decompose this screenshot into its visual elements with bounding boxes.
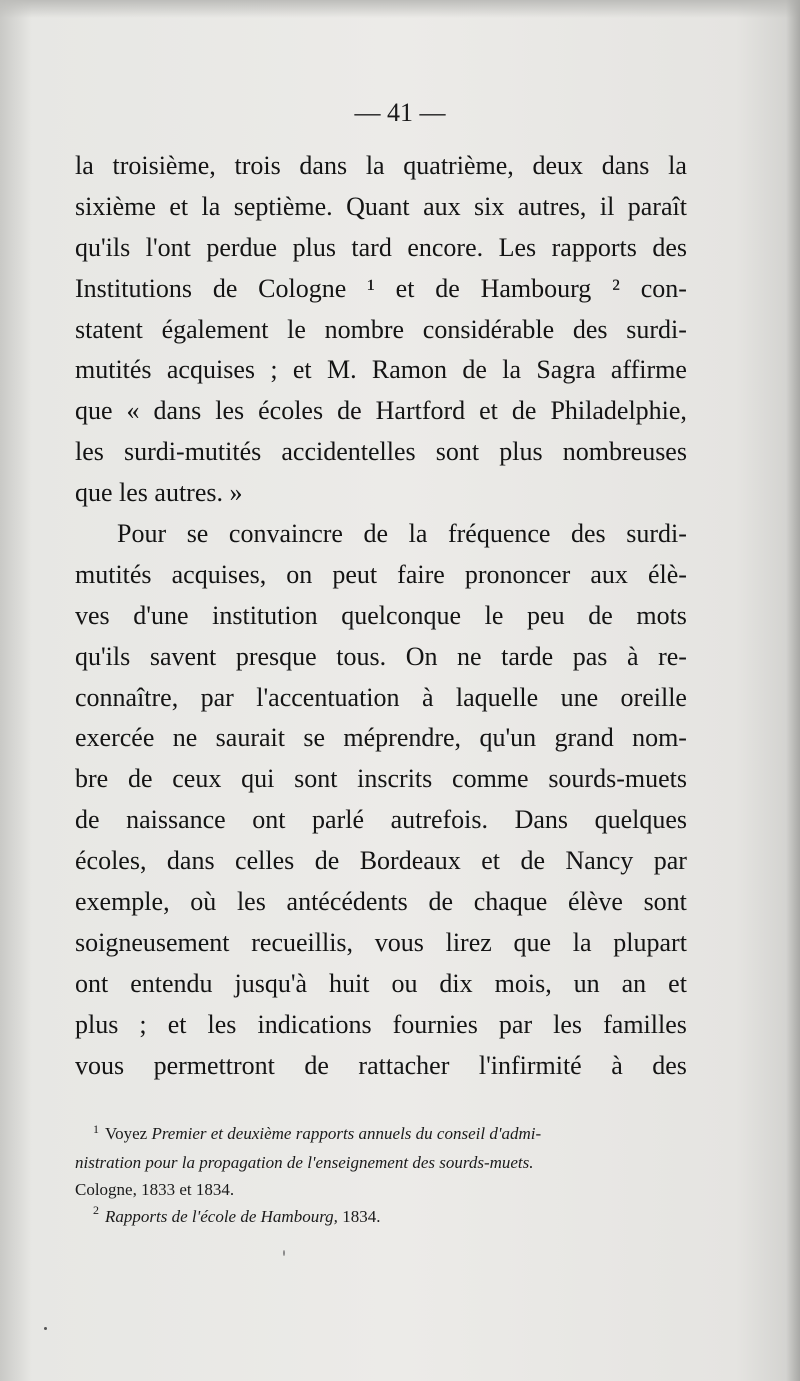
- footnotes: [75, 1120, 693, 1230]
- body-line: exemple, où les antécédents de chaque élève sont: [75, 887, 687, 917]
- body-line: exercée ne saurait se méprendre, qu'un grand nom-: [75, 723, 687, 753]
- body-line: mutités acquises, on peut faire prononcer aux élè-: [75, 559, 687, 589]
- body-line: mutités acquises ; et M. Ramon de la Sagra affirme: [75, 355, 687, 385]
- body-line: qu'ils l'ont perdue plus tard encore. Les rapports des: [75, 232, 687, 262]
- body-line: ves d'une institution quelconque le peu de mots: [75, 600, 687, 630]
- footnote-1-line-1: [75, 1120, 693, 1149]
- footnote-1-place: Cologne, 1833 et 1834.: [75, 1180, 235, 1199]
- body-line: de naissance ont parlé autrefois. Dans quelques: [75, 805, 687, 835]
- footnote-2-marker: 2: [93, 1203, 99, 1217]
- paper-speck: [44, 1327, 47, 1330]
- body-text: [75, 146, 687, 1086]
- body-line: la troisième, trois dans la quatrième, deux dans la: [75, 151, 687, 180]
- body-line: qu'ils savent presque tous. On ne tarde pas à re-: [75, 641, 687, 671]
- footnote-2: [75, 1203, 693, 1230]
- body-line: que « dans les écoles de Hartford et de Philadelphie,: [75, 396, 687, 426]
- page-right-shadow: [786, 0, 800, 1381]
- body-line: bre de ceux qui sont inscrits comme sourds-muets: [75, 764, 687, 794]
- body-line: plus ; et les indications fournies par les familles: [75, 1009, 687, 1039]
- body-line: Pour se convaincre de la fréquence des surdi-: [117, 519, 687, 549]
- body-line: vous permettront de rattacher l'infirmité à des: [75, 1050, 687, 1080]
- body-line: statent également le nombre considérable des surdi-: [75, 314, 687, 344]
- footnote-1-title-a: Premier et deuxième rapports annuels du conseil d'admi-: [151, 1124, 542, 1143]
- body-line: sixième et la septième. Quant aux six autres, il paraît: [75, 191, 687, 221]
- body-line: que les autres. »: [75, 478, 243, 508]
- footnote-1-marker: 1: [93, 1122, 99, 1136]
- footnote-1-line-2: [75, 1149, 693, 1176]
- footnote-1-line-3: [75, 1176, 693, 1203]
- page-number: — 41 —: [354, 98, 446, 127]
- footnote-1-title-b: nistration pour la propagation de l'enseignement des sourds-muets.: [75, 1153, 534, 1172]
- body-line: les surdi-mutités accidentelles sont plus nombreuses: [75, 437, 687, 467]
- body-line: ont entendu jusqu'à huit ou dix mois, un an et: [75, 968, 687, 998]
- paper-speck: [283, 1250, 285, 1256]
- footnote-2-title: Rapports de l'école de Hambourg,: [105, 1207, 338, 1226]
- body-line: soigneusement recueillis, vous lirez que la plupart: [75, 927, 687, 957]
- page-top-shadow: [0, 0, 800, 18]
- footnote-2-year: 1834.: [342, 1207, 381, 1226]
- footnote-1-prefix: Voyez: [105, 1124, 148, 1143]
- body-line: connaître, par l'accentuation à laquelle une oreille: [75, 682, 687, 712]
- body-line: Institutions de Cologne ¹ et de Hambourg ² con-: [75, 273, 687, 303]
- body-line: écoles, dans celles de Bordeaux et de Nancy par: [75, 846, 687, 876]
